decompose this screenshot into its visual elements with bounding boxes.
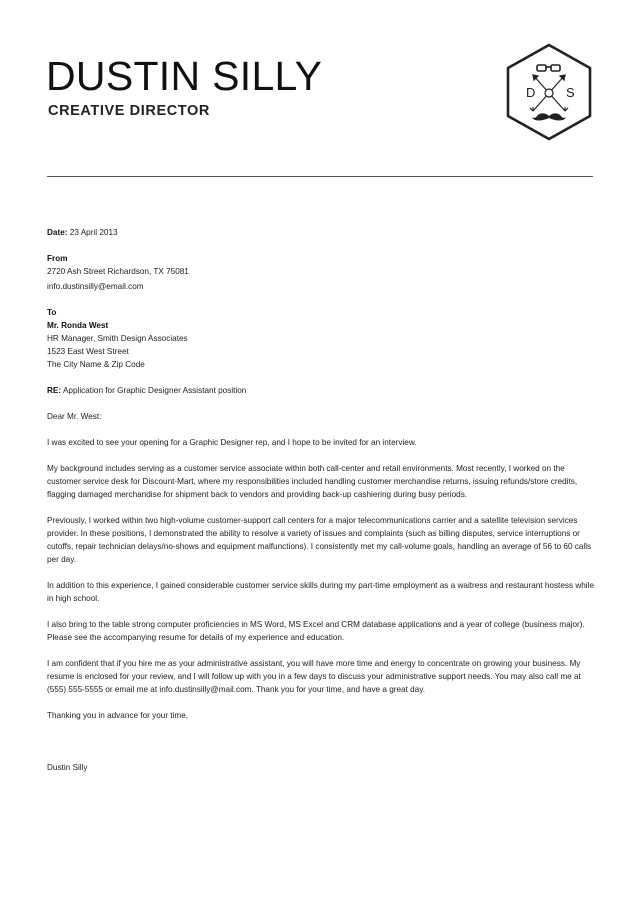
date-label: Date: xyxy=(47,228,68,237)
salutation: Dear Mr. West: xyxy=(47,412,102,421)
recipient-block xyxy=(47,306,595,371)
recipient-line: 1523 East West Street xyxy=(47,347,129,356)
body-paragraph: I am confident that if you hire me as your administrative assistant, you will have more time and energy to concentrate on growing your business. My resume is enclosed for your review, and I will follow up with you in a few days to discuss your administrative support needs. You may also call me at (555) 555-5555 or email me at info.dustinsilly@mail.com. Thank you for your time, and have a great day. xyxy=(47,659,581,694)
subject-label: RE: xyxy=(47,386,62,395)
closing: Thanking you in advance for your time, xyxy=(47,711,189,720)
applicant-title: CREATIVE DIRECTOR xyxy=(48,103,210,119)
logo-left-initial: D xyxy=(526,85,536,100)
center-badge-icon xyxy=(545,89,553,97)
body-paragraph: My background includes serving as a customer service associate within both call-center and retail environments. Most recently, I worked on the customer service desk for Discount-Mart, where my responsibilities included handling customer merchandise returns, issuing refunds/store credits, flagging damaged merchandise for shipment back to vendors and providing back-up cashiering during busy periods. xyxy=(47,464,578,499)
body-paragraph: I also bring to the table strong computer proficiencies in MS Word, MS Excel and CRM database applications and a year of college (business major). Please see the accompanying resume for details of my experience and education. xyxy=(47,620,585,642)
subject-line xyxy=(47,384,595,397)
recipient-name: Mr. Ronda West xyxy=(47,321,109,330)
glasses-icon xyxy=(537,65,560,71)
sender-block xyxy=(47,252,595,293)
mustache-icon xyxy=(532,113,566,120)
logo-right-initial: S xyxy=(566,85,575,100)
recipient-line: The City Name & Zip Code xyxy=(47,360,145,369)
applicant-name: DUSTIN SILLY xyxy=(46,53,323,99)
date-value: 23 April 2013 xyxy=(69,228,118,237)
recipient-line: HR Manager, Smith Design Associates xyxy=(47,334,188,343)
signature: Dustin Silly xyxy=(47,763,88,772)
sender-address: 2720 Ash Street Richardson, TX 75081 xyxy=(47,267,189,276)
to-label: To xyxy=(47,308,57,317)
from-label: From xyxy=(47,254,68,263)
header-divider xyxy=(47,176,593,177)
monogram-logo-icon xyxy=(504,42,594,142)
letter-body xyxy=(47,226,595,787)
subject-value: Application for Graphic Designer Assistant position xyxy=(62,386,247,395)
date-line xyxy=(47,226,595,239)
body-paragraph: I was excited to see your opening for a Graphic Designer rep, and I hope to be invited for an interview. xyxy=(47,438,417,447)
body-paragraph: Previously, I worked within two high-volume customer-support call centers for a major telecommunications carrier and a satellite television services provider. In these positions, I demonstrated the ability to resolve a variety of issues and complaints (such as billing disputes, service interruptions or cutoffs, repair technician delays/no-shows and equipment malfunctions). I consistently met my call-volume goals, handling an average of 56 to 60 calls per day. xyxy=(47,516,592,564)
body-paragraph: In addition to this experience, I gained considerable customer service skills during my part-time employment as a waitress and restaurant hostess while in high school. xyxy=(47,581,595,603)
sender-email: info.dustinsilly@email.com xyxy=(47,282,144,291)
